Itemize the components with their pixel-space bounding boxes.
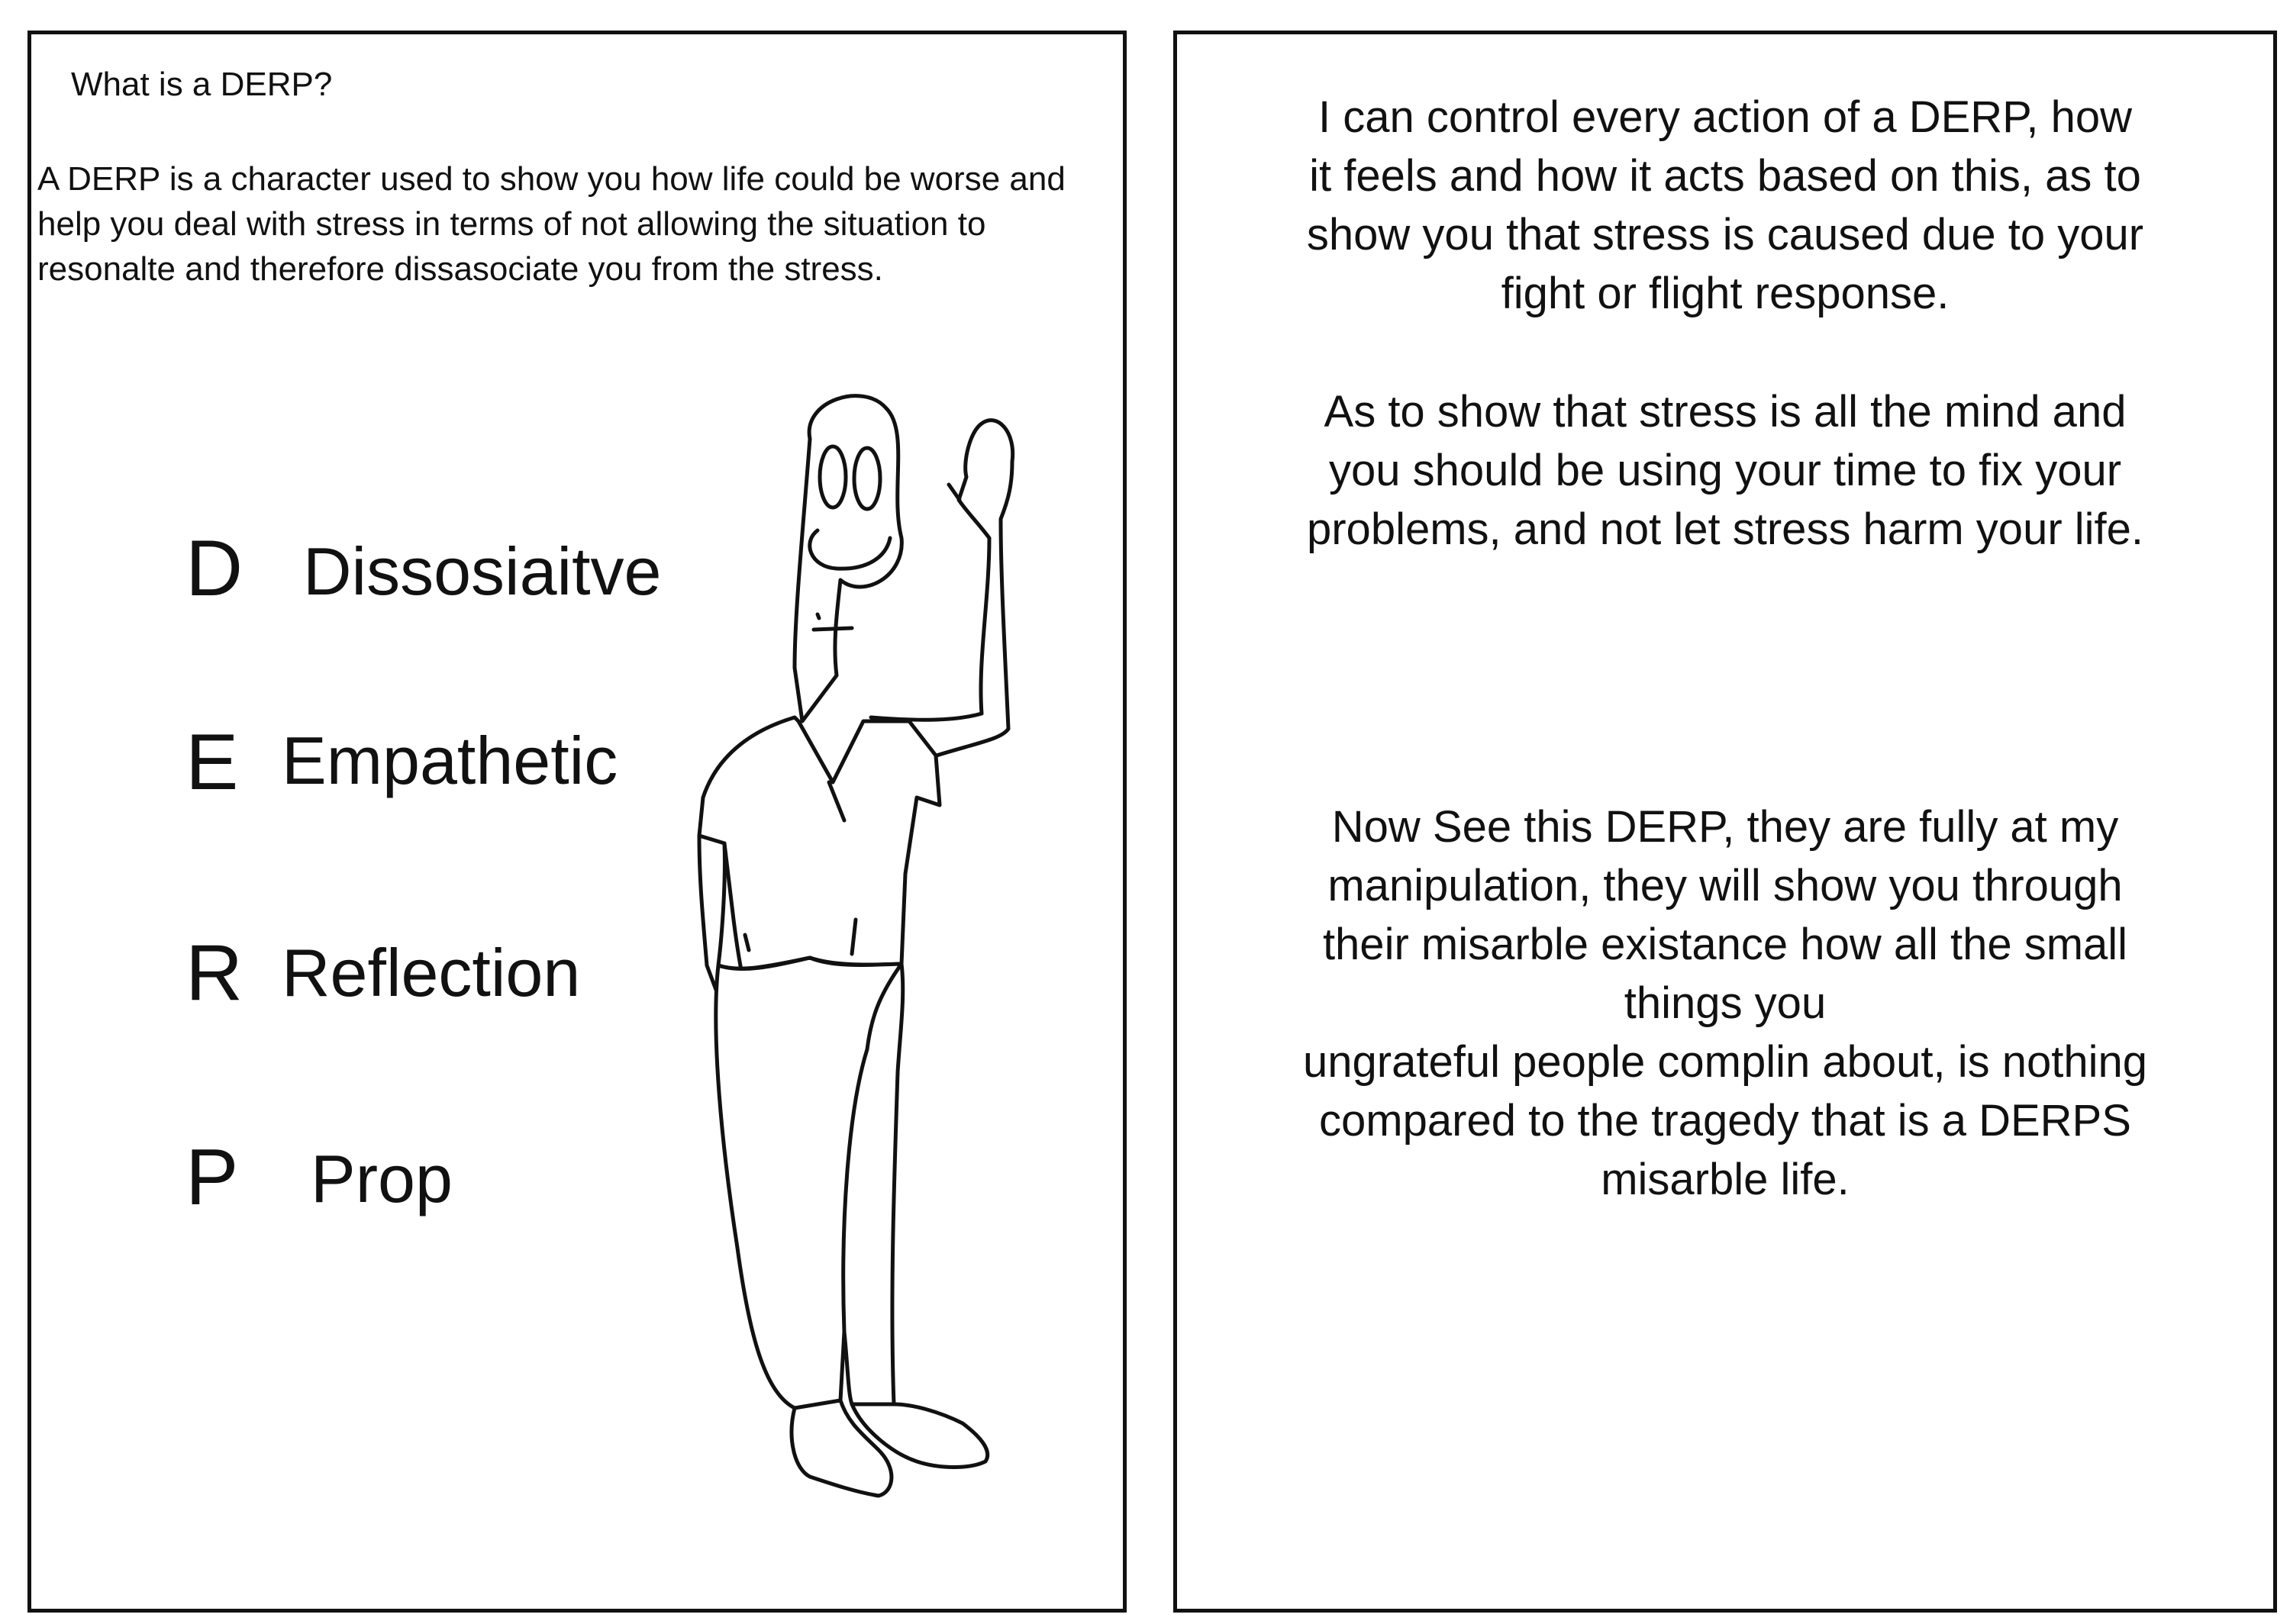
acronym-word-r: Reflection [282,935,581,1010]
acronym-word-e: Empathetic [282,723,618,798]
acronym-word-d: Dissosiaitve [303,533,662,609]
acronym-letter-d: D [185,524,244,613]
intro-paragraph: A DERP is a character used to show you how life could be worse and help you deal with stress in terms of not allowing the situation to resonalte and therefore dissasociate you from the stress. [37,160,1066,288]
waving-cartoon-man-icon [688,385,1130,1545]
acronym-letter-r: R [185,929,244,1017]
mind-paragraph: As to show that stress is all the mind and you should be using your time to fix your problems, and not let stress harm your life. [1306,387,2144,554]
acronym-word-p: Prop [311,1141,453,1216]
page-title: What is a DERP? [71,66,333,103]
acronym-letter-e: E [185,718,239,807]
acronym-letter-p: P [185,1133,239,1222]
control-paragraph: I can control every action of a DERP, how it feels and how it acts based on this, as to show you that stress is caused due to your fight or flight response. [1306,92,2144,318]
right-page-panel [1173,31,2277,1613]
left-page-panel [27,31,1127,1613]
derp-manipulation-paragraph: Now See this DERP, they are fully at my manipulation, they will show you through their misarble existance how all the small things you ungrateful people complin about, is nothing compared to the tragedy that is a DERPS misarble life. [1303,802,2147,1204]
